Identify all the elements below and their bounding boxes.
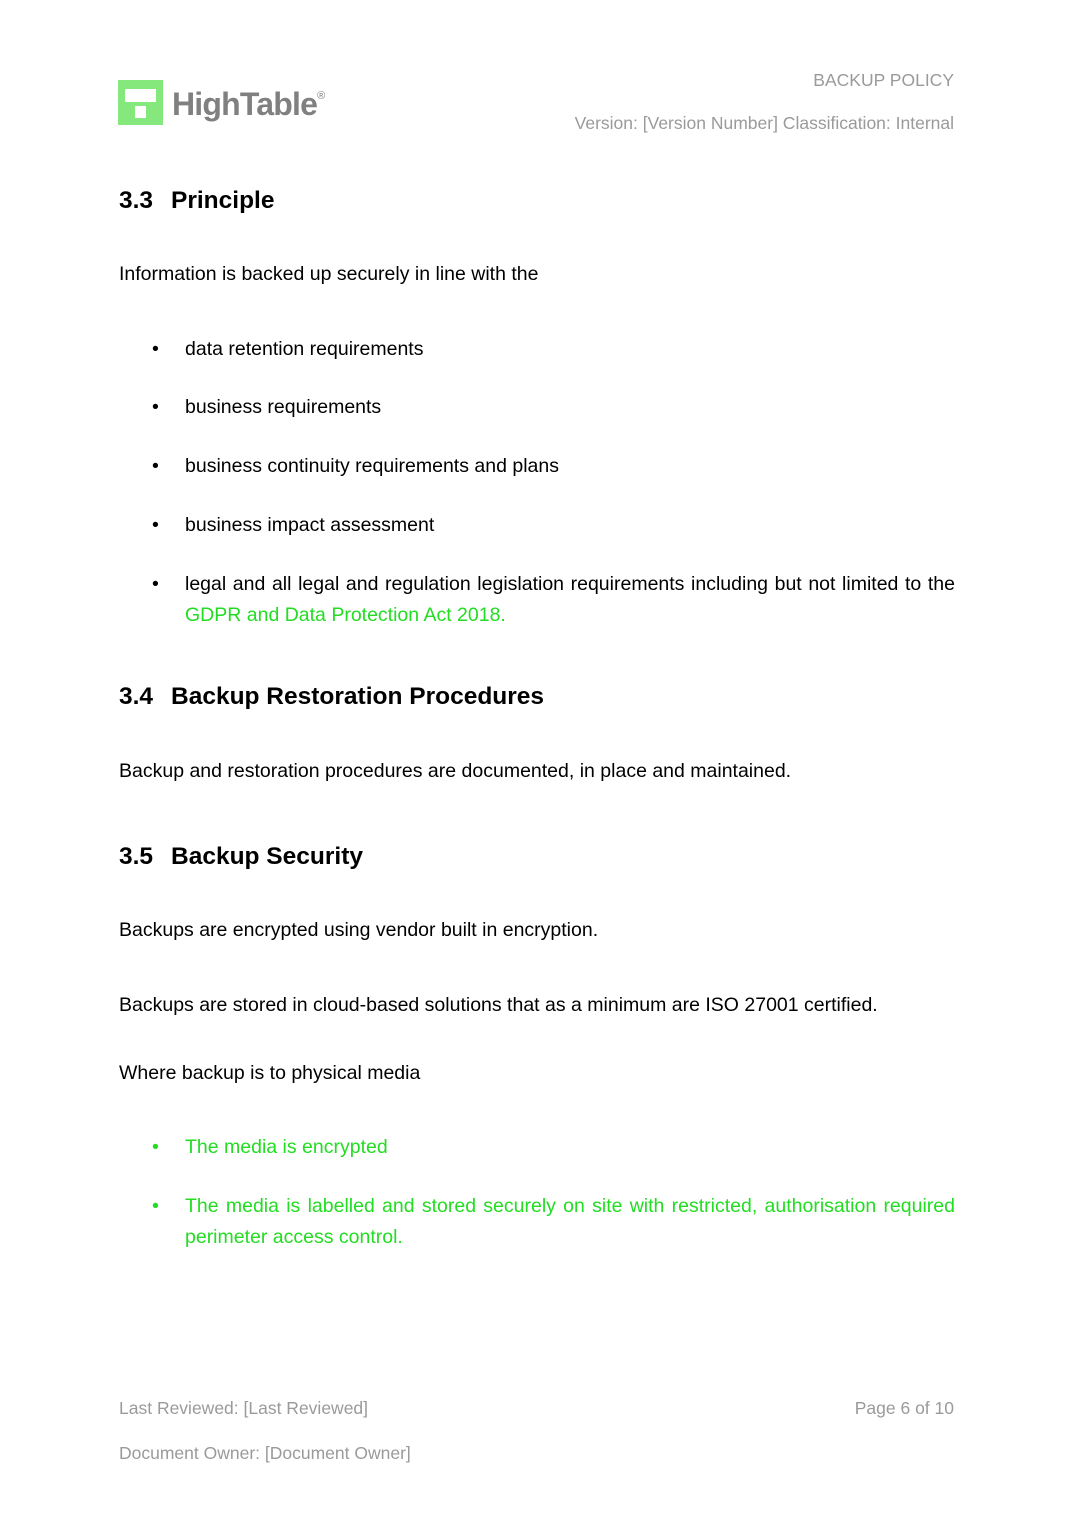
paragraph-3-5-body: Backups are encrypted using vendor built in encryption. bbox=[119, 919, 599, 942]
spacer bbox=[119, 712, 955, 756]
hightable-table-icon bbox=[118, 80, 163, 125]
bullet-icon: • bbox=[152, 1194, 159, 1217]
hightable-logo bbox=[118, 80, 324, 125]
bullet-icon: • bbox=[152, 455, 159, 478]
spacer bbox=[119, 1163, 955, 1191]
spacer bbox=[119, 423, 955, 451]
heading-3-3-title: Principle bbox=[171, 187, 275, 214]
spacer bbox=[119, 482, 955, 510]
list-item-label: business continuity requirements and plans bbox=[185, 455, 559, 478]
hightable-wordmark bbox=[172, 85, 325, 122]
bullet-icon: • bbox=[152, 337, 159, 360]
footer-last-reviewed: Last Reviewed: [Last Reviewed] bbox=[119, 1398, 369, 1418]
legal-bullet-black-text: legal and all legal and regulation legislation requirements including but not limited to the bbox=[185, 572, 955, 595]
heading-3-5-backup-security bbox=[119, 842, 955, 871]
spacer bbox=[119, 630, 955, 682]
spacer bbox=[119, 871, 955, 915]
list-item-label: data retention requirements bbox=[185, 337, 424, 360]
list-item bbox=[119, 510, 955, 541]
list-item bbox=[119, 1191, 955, 1253]
bullet-icon: • bbox=[152, 396, 159, 419]
spacer bbox=[119, 215, 955, 259]
spacer bbox=[119, 946, 955, 990]
list-item-label: The media is encrypted bbox=[185, 1136, 388, 1159]
document-content bbox=[119, 186, 955, 1252]
list-physical-media-controls bbox=[119, 1132, 955, 1252]
footer-document-owner: Document Owner: [Document Owner] bbox=[119, 1442, 411, 1463]
list-item-label: The media is labelled and stored securely on site with restricted, authorisation required perimeter access control. bbox=[185, 1194, 955, 1248]
footer-row-primary bbox=[119, 1400, 954, 1418]
header-document-meta bbox=[575, 72, 954, 132]
header-doc-title: BACKUP POLICY bbox=[813, 70, 954, 90]
paragraph-3-5-physical-media-lead-in: Where backup is to physical media bbox=[119, 1061, 421, 1084]
heading-3-5-number: 3.5 bbox=[119, 843, 154, 870]
legal-bullet-green-text: GDPR and Data Protection Act 2018. bbox=[185, 603, 506, 626]
page-header bbox=[118, 72, 954, 152]
heading-3-3-number: 3.3 bbox=[119, 187, 154, 214]
spacer bbox=[119, 786, 955, 842]
list-item-label: business requirements bbox=[185, 396, 382, 419]
registered-trademark-symbol: ® bbox=[317, 89, 325, 102]
bullet-icon: • bbox=[152, 572, 159, 595]
table-pedestal-shape bbox=[135, 106, 146, 118]
bullet-icon: • bbox=[152, 1136, 159, 1159]
list-item-legal-requirements bbox=[119, 569, 955, 631]
footer-row-secondary bbox=[119, 1442, 954, 1463]
spacer bbox=[119, 290, 955, 334]
bullet-icon: • bbox=[152, 514, 159, 536]
list-item-label bbox=[185, 569, 955, 631]
spacer bbox=[119, 1088, 955, 1132]
heading-3-4-number: 3.4 bbox=[119, 683, 154, 711]
wordmark-text: HighTable bbox=[172, 85, 318, 122]
heading-3-5-title: Backup Security bbox=[171, 843, 363, 870]
header-version-classification: Version: [Version Number] Classification: Internal bbox=[574, 112, 954, 133]
paragraph-3-3-intro: Information is backed up securely in line with the bbox=[119, 263, 539, 286]
list-item bbox=[119, 1132, 955, 1163]
heading-3-3-principle bbox=[119, 186, 955, 215]
paragraph-3-4-body: Backup and restoration procedures are documented, in place and maintained. bbox=[119, 759, 792, 782]
list-item bbox=[119, 334, 955, 365]
list-item-label: business impact assessment bbox=[185, 514, 435, 536]
spacer bbox=[119, 1020, 955, 1058]
heading-3-4-title: Backup Restoration Procedures bbox=[171, 683, 545, 711]
spacer bbox=[119, 541, 955, 569]
paragraph-3-5-cloud-storage: Backups are stored in cloud-based solutions that as a minimum are ISO 27001 certified. bbox=[119, 993, 878, 1016]
list-item bbox=[119, 392, 955, 423]
table-top-bar-shape bbox=[125, 89, 156, 102]
list-principle-requirements bbox=[119, 334, 955, 631]
spacer bbox=[119, 364, 955, 392]
page-footer bbox=[119, 1400, 954, 1462]
list-item bbox=[119, 451, 955, 482]
heading-3-4-backup-restoration-procedures bbox=[119, 682, 955, 711]
footer-page-number: Page 6 of 10 bbox=[854, 1398, 954, 1418]
